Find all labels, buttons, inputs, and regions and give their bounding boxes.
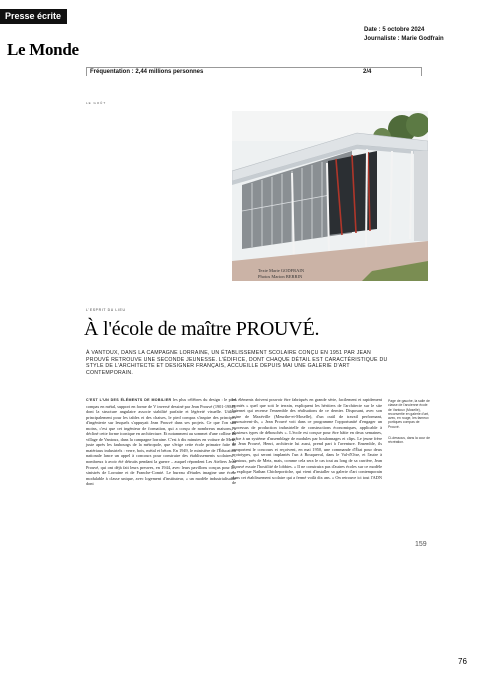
page-number: 76: [458, 657, 467, 666]
article-standfirst: À VANTOUX, DANS LA CAMPAGNE LORRAINE, UN ÉTABLISSEMENT SCOLAIRE CONÇU EN 1951 PAR JEAN PROUVÉ RETROUVE UNE SECONDE JEUNESSE. L'ÉDIFICE, DONT CHAQUE DÉTAIL EST CARACTÉRISTIQUE DU STYLE DE L'ARCHITECTE ET DESIGNER FRANÇAIS, ACCUEILLE DEPUIS MAI UNE GALERIE D'ART CONTEMPORAIN.: [86, 350, 388, 376]
body-column-2: [232, 397, 382, 486]
text-credit: Texte Marie GODFRAIN: [258, 268, 305, 273]
photo-credit: Photos Marion BERRIN: [258, 274, 303, 279]
photo-credits: [258, 268, 304, 280]
photo-caption-left-page: Page de gauche, la salle de classe de l'ancienne école de Vantoux (Moselle), reconvertie en galerie d'art, avec, en rouge, les fameux portiques compas de Prouvé.: [388, 399, 430, 429]
article-headline: À l'école de maître PROUVÉ.: [84, 318, 320, 340]
page-indicator: 2/4: [363, 69, 372, 75]
bar-tick-right: [421, 67, 422, 76]
body-column-1: [86, 397, 236, 487]
column-2-text: les éléments doivent pouvoir être fabriqués en grande série, facilement et rapidement montés » quel que soit le terrain, expliquent les héritiers de l'architecte sur le site Internet qui recense l'ensemble des réalisations de ce dernier. Disposant, avec son usine de Maxéville (Meurthe-et-Moselle), d'un outil de travail performant, poursuivent-ils, « Jean Prouvé voit dans ce programme l'opportunité d'engager un processus de production industrielle de constructions économiques, applicable à plusieurs types de débouchés ». L'école est conçue pour être bâtie en deux semaines, grâce à un système d'assemblage de modules par boulonnages et clips. Le jeune frère de Jean Prouvé, Henri, architecte lui aussi, prend part à l'aventure. Ensemble, ils remportent le concours et reçoivent, en mai 1950, une commande d'État pour deux prototypes, qui seront implantés l'un à Bouqueval, dans le Val-d'Oise, et l'autre à Vantoux, près de Metz, mais, comme cela sera le cas tout au long de sa carrière, Jean Prouvé essuie l'hostilité de lobbies. « Il ne construira pas d'autres écoles sur ce modèle », explique Nathan Chicheportiche, qui vient d'installer sa galerie d'art contemporain dans cet établissement scolaire qui a fermé voilà dix ans. « On retrouve ici tout l'ADN de: [232, 397, 382, 486]
magazine-folio: 159: [415, 541, 427, 548]
bar-tick-left: [86, 67, 87, 76]
photo-caption-courtyard: Ci-dessous, dans la cour de récréation.: [388, 436, 431, 445]
section-label: L'ESPRIT DU LIEU: [86, 308, 126, 312]
frequentation-text: Fréquentation : 2,44 millions personnes: [90, 69, 204, 75]
frequentation-bar: [86, 67, 422, 76]
press-type-badge: Presse écrite: [0, 9, 67, 24]
lead-in: C'EST L'UN DES ÉLÉMENTS DE MOBILIER: [86, 398, 172, 402]
newspaper-logo: Le Monde: [7, 40, 79, 59]
journalist-name: Journaliste : Marie Godfrain: [364, 36, 444, 42]
column-1-text: les plus célèbres du design : le pied compas en métal, support en forme de V inversé dessiné par Jean Prouvé (1901-1984), dont la structure angulaire associe stabilité parfaite et légèreté visuelle. Utilisé principalement pour les tables et des chaises, le pied compas s'inspire des principes d'ingénierie sur lesquels s'appuyait Jean Prouvé dans ses projets. Ce que l'on sait moins, c'est que cet ingénieur de formation, qui a conçu de nombreux maisons, a décliné cette forme iconique en architecture. Et notamment au sommet d'une colline du village de Vantoux, dans la campagne lorraine. C'est à dix minutes en voiture de Metz, juste après les faubourgs de la métropole, que s'érige cette école primaire faite de matériaux industriels : verre, bois, métal et béton. En 1949, le ministère de l'Éducation nationale lance un appel à concours pour construire des établissements scolaires – nombreux à avoir été détruits pendant la guerre – auquel répondent Les Ateliers Jean Prouvé, qui ont déjà fait leurs preuves, en 1944, avec leurs pavillons conçus pour les sinistrés de Lorraine et de Franche-Comté. Le bureau d'études imagine une école modulable à classe unique, avec logement d'instituteur, « un modèle industrialisable dont: [86, 397, 236, 487]
rubric-kicker: LE GOÛT: [86, 101, 107, 105]
article-meta: [364, 26, 444, 44]
school-building-illustration: [232, 111, 428, 281]
publication-date: Date : 5 octobre 2024: [364, 27, 425, 33]
school-photo: [232, 111, 428, 281]
